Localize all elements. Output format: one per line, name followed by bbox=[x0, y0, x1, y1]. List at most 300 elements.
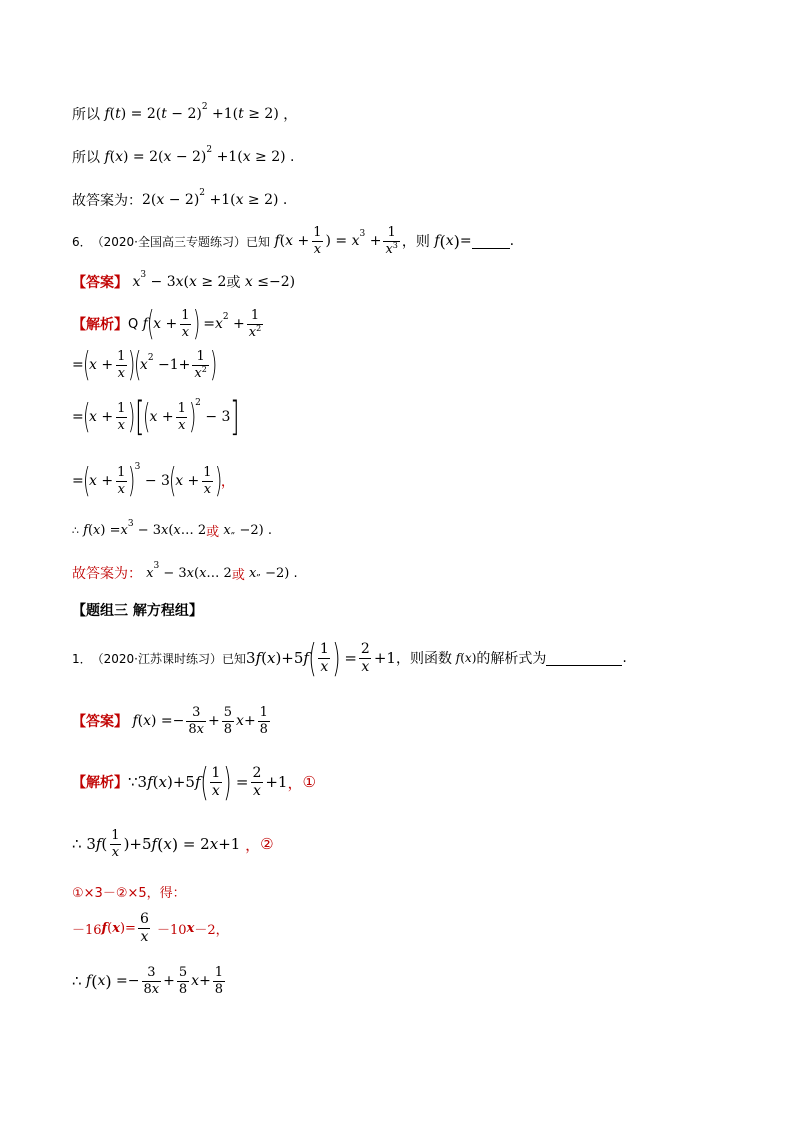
exponent: 2 bbox=[256, 323, 262, 333]
math-expr-body: + bbox=[183, 473, 200, 489]
big-paren: ( bbox=[82, 461, 91, 501]
question-text: 已知 bbox=[246, 234, 271, 249]
frac-den: x bbox=[181, 324, 190, 340]
var: x bbox=[143, 713, 152, 729]
math-expr-body: + bbox=[243, 713, 256, 729]
fraction bbox=[109, 829, 121, 859]
math-expr-body: ( bbox=[137, 713, 144, 729]
answer-1 bbox=[72, 702, 272, 740]
var: x bbox=[240, 274, 253, 290]
math-expr-body: +1 bbox=[218, 835, 241, 853]
question-1 bbox=[72, 638, 627, 678]
big-bracket: ] bbox=[230, 394, 240, 440]
var: x bbox=[93, 523, 101, 538]
math-expr-body: 2( bbox=[142, 192, 157, 208]
fraction bbox=[318, 642, 331, 674]
question-6 bbox=[72, 226, 514, 256]
math-expr-body: −2) bbox=[260, 565, 290, 581]
frac-den: x bbox=[203, 481, 212, 497]
frac-den: 8 bbox=[178, 981, 188, 997]
math-expr-body: = bbox=[72, 357, 84, 373]
frac-num: 1 bbox=[117, 464, 126, 480]
math-expr-body: ( bbox=[109, 106, 116, 122]
frac-den: $x^2$ bbox=[194, 364, 207, 381]
therefore-symbol: ∴ bbox=[72, 972, 82, 990]
var: x bbox=[89, 409, 97, 425]
var: x bbox=[115, 149, 124, 165]
math-expr-body: ) bbox=[105, 971, 112, 991]
frac-den: x bbox=[117, 417, 125, 433]
math-expr-body: +1( bbox=[207, 106, 239, 122]
frac-den: $x^2$ bbox=[248, 323, 262, 340]
fraction bbox=[138, 912, 151, 944]
var: t bbox=[238, 106, 244, 122]
var: x bbox=[347, 233, 360, 250]
analysis-1-final bbox=[72, 962, 227, 1000]
equation-marker-2: ② bbox=[260, 835, 274, 853]
frac-num: 1 bbox=[111, 827, 120, 843]
question-number: 6． bbox=[72, 234, 92, 249]
math-expr-body: + bbox=[96, 357, 114, 373]
var: f bbox=[128, 713, 138, 729]
math-expr-body: ( bbox=[109, 149, 116, 165]
frac-num: 1 bbox=[117, 400, 126, 416]
math-expr-body: ( bbox=[152, 773, 159, 791]
frac-num: 1 bbox=[319, 640, 329, 657]
frac-num: 2 bbox=[360, 640, 370, 657]
punct: ， bbox=[278, 107, 298, 123]
question-text: ，则函数 bbox=[395, 651, 452, 667]
math-expr-body: ) bbox=[471, 651, 477, 665]
fraction bbox=[258, 706, 270, 736]
math-expr-body: ( bbox=[193, 565, 200, 581]
big-paren: ) bbox=[188, 397, 197, 437]
var: x bbox=[266, 649, 276, 667]
math-expr-body: −2) bbox=[235, 523, 264, 538]
fraction bbox=[115, 402, 127, 432]
math-expr-body: 3 bbox=[137, 773, 148, 791]
frac-den: x bbox=[320, 658, 329, 675]
math-expr-body: ≥ 2) bbox=[243, 106, 279, 122]
var: x bbox=[89, 473, 97, 489]
math-expr-body: ≥ 2) bbox=[250, 149, 286, 165]
var: x bbox=[128, 274, 141, 290]
exponent: 2 bbox=[206, 145, 213, 155]
math-expr-body: − 3 bbox=[200, 409, 231, 425]
frac-den: 8 bbox=[259, 721, 268, 737]
var: x bbox=[236, 713, 244, 729]
var: x bbox=[97, 973, 106, 989]
big-paren: ( bbox=[146, 304, 155, 344]
math-expr-body: −1+ bbox=[153, 357, 191, 373]
analysis-1-step2 bbox=[72, 826, 274, 862]
math-expr-body: ( bbox=[460, 651, 465, 665]
math-expr-body: ( bbox=[279, 233, 286, 250]
var: t bbox=[161, 106, 167, 122]
big-paren: ) bbox=[214, 461, 222, 501]
line-answer-prev bbox=[72, 190, 287, 210]
math-expr-body: ≤−2) bbox=[252, 274, 296, 290]
var: f bbox=[95, 835, 102, 853]
combine-text: ①×3－②×5，得： bbox=[72, 886, 186, 901]
math-expr-body: －2， bbox=[194, 922, 229, 938]
math-expr-body: ( bbox=[261, 649, 267, 667]
var: t bbox=[115, 106, 121, 122]
exponent: 2 bbox=[222, 312, 229, 322]
math-expr-body: + bbox=[96, 473, 114, 489]
frac-den: x bbox=[211, 782, 220, 799]
var: x bbox=[235, 192, 244, 208]
exponent: 3 bbox=[153, 561, 160, 571]
because-symbol: Q bbox=[128, 316, 139, 332]
math-expr-body: „ bbox=[256, 568, 261, 578]
big-paren: ) bbox=[332, 636, 341, 680]
math-expr-body: + bbox=[365, 233, 382, 250]
var: f bbox=[101, 920, 108, 936]
final-prefix: 故答案为： bbox=[72, 566, 142, 582]
math-expr-body: ≥ 2 bbox=[196, 274, 227, 290]
var: x bbox=[242, 149, 251, 165]
frac-num: 1 bbox=[196, 348, 205, 364]
frac-num: 1 bbox=[259, 704, 268, 720]
var: f bbox=[138, 316, 148, 332]
analysis-tag: 【解析】 bbox=[72, 775, 128, 791]
var: x bbox=[285, 233, 294, 250]
fraction bbox=[222, 706, 234, 736]
frac-den: x bbox=[117, 365, 125, 381]
math-expr-body: + bbox=[157, 409, 174, 425]
frac-num: 1 bbox=[313, 225, 322, 240]
math-expr-body: ( bbox=[168, 523, 174, 538]
math-expr-body: − 2) bbox=[171, 149, 207, 165]
question-number: 1． bbox=[72, 651, 92, 666]
or-word-red: 或 bbox=[231, 567, 245, 583]
frac-den: 8x bbox=[188, 721, 205, 737]
math-expr-body: … 2 bbox=[180, 523, 207, 538]
or-word-red: 或 bbox=[206, 525, 220, 540]
frac-den: x bbox=[140, 928, 149, 945]
frac-num: 6 bbox=[139, 910, 149, 927]
var: f bbox=[194, 773, 201, 791]
exponent: 3 bbox=[134, 462, 141, 472]
var: x bbox=[161, 523, 169, 538]
frac-num: 1 bbox=[181, 307, 190, 323]
var: f bbox=[255, 649, 262, 667]
frac-den: x bbox=[178, 417, 186, 433]
question-text: 已知 bbox=[222, 651, 247, 666]
math-expr-body: －10 bbox=[152, 922, 187, 938]
analysis-6-step2 bbox=[72, 346, 216, 384]
math-expr-body: ) bbox=[171, 834, 179, 854]
math-expr-body: „ bbox=[230, 525, 236, 536]
var: x bbox=[214, 316, 223, 332]
question-then: ，则 bbox=[401, 234, 430, 251]
frac-num: 1 bbox=[203, 464, 212, 480]
math-expr-body: + bbox=[96, 409, 114, 425]
math-expr-body: + bbox=[161, 316, 178, 332]
math-expr-body: +1 bbox=[373, 649, 396, 667]
math-expr-body: =− bbox=[111, 973, 140, 989]
question-source: （2020·全国高三专题练习） bbox=[91, 234, 246, 249]
math-expr-body: + bbox=[163, 973, 175, 989]
math-expr-body: )+5 bbox=[275, 649, 304, 667]
frac-den: 8x bbox=[143, 981, 160, 997]
var: x bbox=[186, 565, 194, 581]
fraction bbox=[177, 966, 189, 996]
fraction bbox=[186, 706, 206, 736]
math-expr: f bbox=[429, 233, 440, 250]
answer-tag: 【答案】 bbox=[72, 714, 128, 730]
math-expr-body: ( bbox=[183, 274, 190, 290]
var: x bbox=[120, 523, 128, 538]
math-expr-body: +1( bbox=[212, 149, 243, 165]
var: x bbox=[219, 523, 231, 538]
big-paren: ) bbox=[223, 760, 232, 804]
exponent: 3 bbox=[359, 229, 366, 240]
punct: ， bbox=[287, 773, 303, 792]
fraction bbox=[142, 966, 162, 996]
math-expr: f bbox=[270, 233, 280, 250]
answer-6-final bbox=[72, 563, 298, 583]
big-paren: ) bbox=[192, 304, 200, 344]
var: x bbox=[139, 357, 148, 373]
question-eq: = bbox=[459, 233, 472, 250]
big-paren: ( bbox=[168, 461, 177, 501]
frac-den: x bbox=[111, 844, 120, 860]
frac-den: x bbox=[252, 782, 261, 799]
fraction bbox=[311, 226, 323, 256]
fraction bbox=[359, 642, 372, 674]
var: x bbox=[142, 565, 154, 581]
frac-num: 1 bbox=[117, 348, 126, 364]
fraction bbox=[247, 309, 263, 339]
math-expr-body: = 2 bbox=[178, 835, 210, 853]
math-expr-body: − 3 bbox=[133, 523, 161, 538]
var: f bbox=[79, 523, 88, 538]
math-expr-body: + bbox=[199, 973, 211, 989]
frac-num: 3 bbox=[192, 704, 201, 720]
frac-den: 8 bbox=[214, 981, 224, 997]
question-text: 的解析式为 bbox=[476, 651, 547, 667]
line-f-x bbox=[72, 147, 295, 167]
analysis-6-step3 bbox=[72, 396, 240, 438]
therefore-symbol: ∴ bbox=[72, 835, 82, 853]
big-paren: ( bbox=[199, 760, 209, 804]
math-expr-body: ( bbox=[107, 920, 113, 936]
math-expr-body: )+5 bbox=[123, 835, 152, 853]
therefore-small: ∴ bbox=[72, 524, 79, 537]
fraction bbox=[176, 402, 188, 432]
punct: ， bbox=[240, 835, 261, 854]
frac-num: 5 bbox=[223, 704, 233, 720]
math-expr-body: ≥ 2) bbox=[243, 192, 279, 208]
fraction bbox=[179, 309, 191, 339]
exponent: 2 bbox=[147, 353, 154, 363]
answer-blank bbox=[546, 651, 622, 666]
var: x bbox=[445, 233, 454, 250]
math-expr: f bbox=[100, 149, 110, 165]
exponent: 3 bbox=[392, 240, 398, 250]
fraction bbox=[209, 766, 222, 798]
punct: . bbox=[278, 192, 288, 208]
math-expr-body: +1 bbox=[265, 773, 288, 791]
analysis-1-combine bbox=[72, 882, 186, 901]
math-expr-body: ( bbox=[439, 231, 446, 251]
math-expr-body: − 2) bbox=[164, 192, 200, 208]
var: x bbox=[153, 316, 162, 332]
question-source: （2020·江苏课时练习） bbox=[91, 651, 222, 666]
frac-den: x bbox=[117, 481, 125, 497]
big-paren: ( bbox=[133, 345, 141, 385]
var: x bbox=[156, 192, 165, 208]
exponent: 2 bbox=[201, 364, 207, 374]
math-expr: f bbox=[100, 106, 110, 122]
answer-tag: 【答案】 bbox=[72, 275, 128, 291]
math-expr-body: = bbox=[231, 773, 249, 791]
math-expr-body: − 2) bbox=[166, 106, 202, 122]
text-prefix: 故答案为： bbox=[72, 193, 142, 209]
frac-num: 1 bbox=[250, 307, 260, 323]
math-expr-body: ) = 2( bbox=[123, 149, 164, 165]
var: x bbox=[175, 274, 184, 290]
punct: . bbox=[285, 149, 295, 165]
big-bracket: [ bbox=[134, 394, 145, 440]
analysis-1-step1 bbox=[72, 762, 316, 802]
math-expr-body: + bbox=[293, 233, 310, 250]
var: x bbox=[209, 835, 219, 853]
text-prefix: 所以 bbox=[72, 150, 100, 166]
big-paren: ( bbox=[82, 397, 91, 437]
var: f bbox=[147, 773, 153, 791]
punct: . bbox=[263, 523, 272, 538]
fraction bbox=[213, 966, 225, 996]
var: x bbox=[244, 565, 257, 581]
fraction bbox=[192, 350, 208, 380]
frac-den: x bbox=[313, 241, 322, 257]
var: f bbox=[451, 651, 461, 665]
var: x bbox=[191, 973, 200, 989]
math-expr-body: ( bbox=[87, 523, 94, 538]
fraction bbox=[201, 466, 213, 496]
var: x bbox=[199, 565, 207, 581]
math-expr-body: ) =− bbox=[151, 713, 185, 729]
math-expr-body: +1( bbox=[205, 192, 236, 208]
var: x bbox=[158, 773, 167, 791]
punct: ， bbox=[220, 474, 235, 490]
math-expr-body: = bbox=[72, 473, 84, 489]
var: f bbox=[303, 649, 309, 667]
math-expr-body: ) = bbox=[100, 523, 121, 538]
math-expr-body: 3 bbox=[246, 649, 256, 667]
analysis-6-therefore bbox=[72, 518, 272, 540]
var: x bbox=[149, 409, 158, 425]
frac-den: x bbox=[361, 658, 370, 675]
analysis-6-step4 bbox=[72, 460, 235, 502]
big-paren: ) bbox=[128, 461, 136, 501]
var: x bbox=[163, 149, 172, 165]
math-expr-body: ) = 2( bbox=[120, 106, 162, 122]
math-expr-body: )= bbox=[119, 920, 136, 936]
analysis-6-step1 bbox=[72, 306, 265, 342]
var: x bbox=[173, 523, 181, 538]
var: f bbox=[151, 835, 158, 853]
math-expr-body: )+5 bbox=[166, 773, 195, 791]
math-expr-body: = bbox=[339, 649, 357, 667]
analysis-1-step3 bbox=[72, 908, 229, 948]
math-expr-body: … 2 bbox=[206, 565, 232, 581]
math-expr-body: = bbox=[198, 316, 215, 332]
exponent: 2 bbox=[199, 188, 206, 198]
big-paren: ) bbox=[128, 397, 136, 437]
frac-den: $x^3$ bbox=[385, 240, 398, 257]
math-expr-body: －16 bbox=[72, 922, 102, 938]
frac-num: 1 bbox=[177, 400, 186, 416]
text-prefix: 所以 bbox=[72, 107, 100, 123]
frac-num: 1 bbox=[387, 225, 396, 240]
fraction bbox=[383, 226, 399, 256]
math-expr-body: 3 bbox=[81, 835, 96, 853]
because-symbol: ∵ bbox=[128, 773, 138, 791]
math-expr-body: + bbox=[228, 316, 245, 332]
exponent: 2 bbox=[195, 398, 201, 408]
math-expr-body: ( bbox=[91, 971, 98, 991]
answer-blank bbox=[472, 234, 510, 249]
frac-den: 8 bbox=[223, 721, 233, 737]
answer-6 bbox=[72, 272, 295, 292]
fraction bbox=[115, 466, 127, 496]
punct: . bbox=[289, 565, 298, 581]
or-word: 或 bbox=[226, 275, 241, 291]
equation-marker-1: ① bbox=[302, 773, 316, 791]
math-expr-body: ( bbox=[101, 835, 108, 853]
big-paren: ) bbox=[128, 345, 136, 385]
frac-num: 3 bbox=[147, 964, 156, 980]
var: x bbox=[163, 835, 172, 853]
analysis-tag: 【解析】 bbox=[72, 317, 128, 333]
frac-num: 1 bbox=[214, 964, 224, 980]
math-expr-body: − 3 bbox=[140, 473, 170, 489]
exponent: 2 bbox=[201, 102, 208, 112]
fraction bbox=[250, 766, 263, 798]
var: x bbox=[189, 274, 197, 290]
var: f bbox=[81, 973, 92, 989]
frac-num: 1 bbox=[211, 764, 221, 781]
section-title bbox=[72, 600, 203, 620]
fraction bbox=[115, 350, 127, 380]
var: x bbox=[464, 651, 472, 665]
var: x bbox=[175, 473, 184, 489]
math-expr-body: ) bbox=[453, 231, 460, 251]
big-paren: ) bbox=[209, 345, 218, 385]
math-expr-body: ) = bbox=[325, 233, 348, 250]
big-paren: ( bbox=[308, 636, 317, 680]
exponent: 3 bbox=[140, 270, 147, 280]
line-f-t bbox=[72, 104, 297, 124]
punct: . bbox=[509, 233, 515, 250]
math-expr-body: ( bbox=[157, 834, 164, 854]
var: x bbox=[89, 357, 97, 373]
frac-num: 2 bbox=[252, 764, 262, 781]
exponent: 3 bbox=[127, 518, 134, 529]
var: x bbox=[186, 920, 195, 936]
big-paren: ( bbox=[143, 397, 151, 437]
var: x bbox=[112, 920, 120, 936]
big-paren: ( bbox=[82, 345, 91, 385]
math-expr-body: + bbox=[208, 713, 220, 729]
math-expr-body: = bbox=[72, 409, 84, 425]
punct: . bbox=[622, 650, 627, 666]
math-expr-body: − 3 bbox=[159, 565, 187, 581]
